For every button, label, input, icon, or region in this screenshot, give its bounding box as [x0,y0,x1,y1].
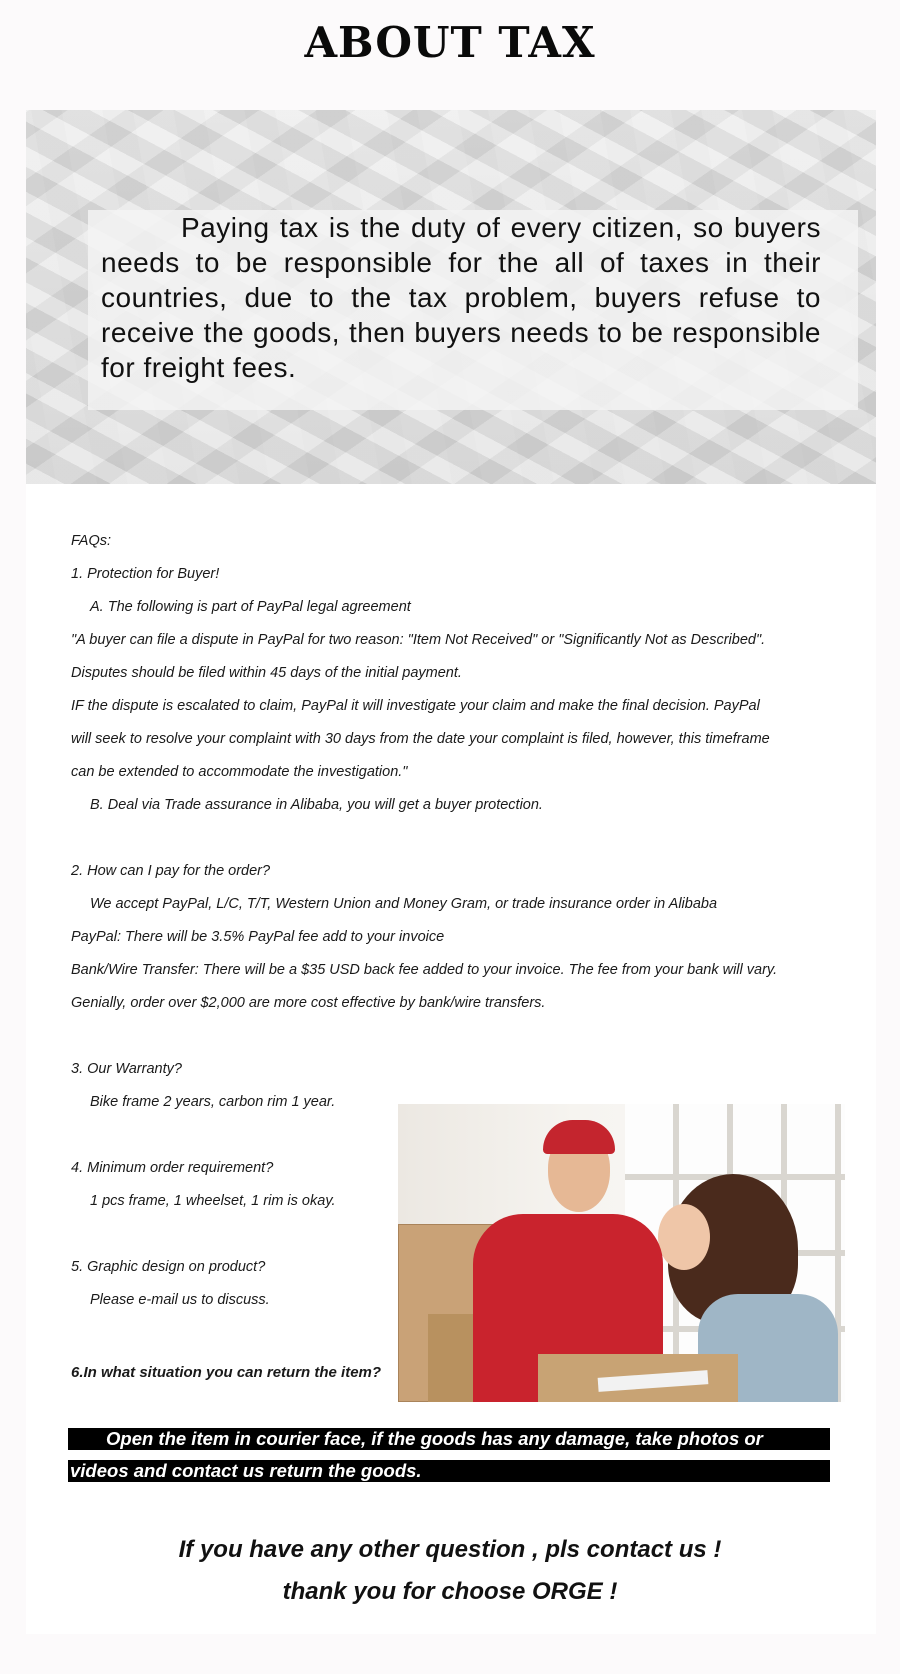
tax-banner [26,110,876,484]
faq-answer-2-line: PayPal: There will be 3.5% PayPal fee add to your invoice [71,929,445,945]
courier-cap [543,1120,615,1154]
faq-answer-2-line: Genially, order over $2,000 are more cost effective by bank/wire transfers. [71,995,546,1011]
closing-contact-line: If you have any other question , pls contact us ! [178,1536,722,1563]
faq-answer-1a: A. The following is part of PayPal legal agreement [90,599,411,615]
delivery-photo [398,1104,845,1402]
faq-question-2: 2. How can I pay for the order? [71,863,271,879]
faq-question-4: 4. Minimum order requirement? [71,1160,274,1176]
faq-answer-1-line: can be extended to accommodate the investigation." [71,764,408,780]
page-title: ABOUT TAX [304,18,596,67]
faq-answer-1-line: Disputes should be filed within 45 days of the initial payment. [71,665,462,681]
faq-question-1: 1. Protection for Buyer! [71,566,220,582]
faq-question-3: 3. Our Warranty? [71,1061,182,1077]
customer-face [658,1204,710,1270]
faq-answer-1-line: IF the dispute is escalated to claim, PayPal it will investigate your claim and make the final decision. PayPal [71,698,760,714]
faq-answer-5: Please e-mail us to discuss. [90,1292,270,1308]
faq-answer-1b: B. Deal via Trade assurance in Alibaba, you will get a buyer protection. [90,797,543,813]
faq-question-5: 5. Graphic design on product? [71,1259,266,1275]
faq-answer-3: Bike frame 2 years, carbon rim 1 year. [90,1094,336,1110]
faq-answer-2-line: Bank/Wire Transfer: There will be a $35 USD back fee added to your invoice. The fee from your bank will vary. [71,962,778,978]
faq-answer-2-line: We accept PayPal, L/C, T/T, Western Union and Money Gram, or trade insurance order in Alibaba [90,896,718,912]
return-note-line-2: videos and contact us return the goods. [68,1460,830,1482]
faq-answer-1-line: "A buyer can file a dispute in PayPal for two reason: "Item Not Received" or "Significantly Not as Described". [71,632,766,648]
return-note-line-1: Open the item in courier face, if the goods has any damage, take photos or [68,1428,830,1450]
faq-answer-4: 1 pcs frame, 1 wheelset, 1 rim is okay. [90,1193,336,1209]
banner-text: Paying tax is the duty of every citizen, so buyers needs to be responsible for the all of taxes in their countries, due to the tax problem, buyers refuse to receive the goods, then buyers needs to be responsible for freight fees. [101,212,821,383]
faq-question-6: 6.In what situation you can return the item? [71,1364,382,1381]
closing-thanks-line: thank you for choose ORGE ! [282,1578,618,1605]
faq-answer-1-line: will seek to resolve your complaint with 30 days from the date your complaint is filed, however, this timeframe [71,731,770,747]
faq-heading: FAQs: [71,533,112,549]
